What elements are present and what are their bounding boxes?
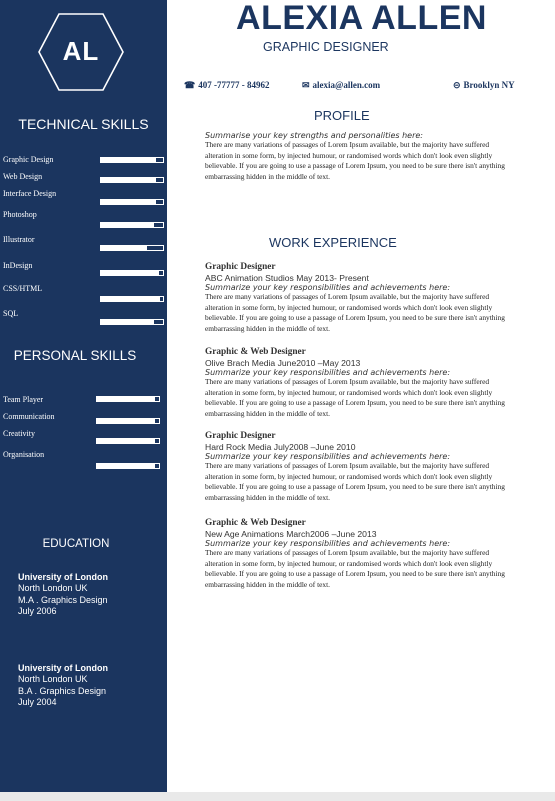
envelope-icon: ✉	[302, 80, 310, 90]
initials: AL	[62, 36, 100, 66]
job-company: Hard Rock Media July2008 –June 2010	[205, 442, 356, 452]
skill-bar-fill	[101, 320, 154, 324]
job-prompt: Summarize your key responsibilities and achievements here:	[205, 368, 451, 377]
job-company: New Age Animations March2006 –June 2013	[205, 529, 377, 539]
skill-bar	[100, 245, 164, 251]
skill-bar	[96, 396, 160, 402]
profile-text: There are many variations of passages of Lorem Ipsum available, but the majority have suffered alteration in some form, by injected humour, or randomised words which don't look even slightly believable. If you are going to use a passage of Lorem Ipsum, you need to be sure there isn't anything embarrassing hidden in the middle of text.	[205, 140, 505, 181]
job-text: There are many variations of passages of Lorem Ipsum available, but the majority have suffered alteration in some form, by injected humour, or randomised words which don't look even slightly believable. If you are going to use a passage of Lorem Ipsum, you need to be sure there isn't anything embarrassing hidden in the middle of text.	[205, 377, 505, 418]
education-location: North London UK	[18, 674, 88, 685]
contact-location	[453, 80, 515, 91]
skill-bar-fill	[97, 439, 155, 443]
full-name: ALEXIA ALLEN	[236, 0, 487, 37]
skill-label: Interface Design	[3, 189, 57, 198]
location-text: Brooklyn NY	[463, 80, 515, 90]
job-title: Graphic & Web Designer	[205, 347, 306, 357]
job-text: There are many variations of passages of Lorem Ipsum available, but the majority have suffered alteration in some form, by injected humour, or randomised words which don't look even slightly believable. If you are going to use a passage of Lorem Ipsum, you need to be sure there isn't anything embarrassing hidden in the middle of text.	[205, 548, 505, 589]
skill-bar-fill	[101, 297, 160, 301]
phone-icon: ☎	[184, 80, 196, 90]
link-icon: ⊝	[453, 80, 461, 90]
job-text: There are many variations of passages of Lorem Ipsum available, but the majority have suffered alteration in some form, by injected humour, or randomised words which don't look even slightly believable. If you are going to use a passage of Lorem Ipsum, you need to be sure there isn't anything embarrassing hidden in the middle of text.	[205, 292, 505, 333]
skill-label: Team Player	[3, 395, 44, 404]
job-prompt: Summarize your key responsibilities and achievements here:	[205, 539, 451, 548]
skill-bar	[96, 438, 160, 444]
education-entry	[18, 572, 108, 617]
skill-label: Communication	[3, 412, 55, 421]
job-role: GRAPHIC DESIGNER	[263, 40, 389, 54]
skill-bar	[100, 222, 164, 228]
job-entry	[205, 347, 505, 419]
sidebar	[0, 0, 167, 792]
education-location: North London UK	[18, 583, 88, 594]
skill-label: InDesign	[3, 261, 33, 270]
skill-bar	[100, 199, 164, 205]
job-text: There are many variations of passages of Lorem Ipsum available, but the majority have suffered alteration in some form, by injected humour, or randomised words which don't look even slightly believable. If you are going to use a passage of Lorem Ipsum, you need to be sure there isn't anything embarrassing hidden in the middle of text.	[205, 461, 505, 502]
personal-skills-heading: PERSONAL SKILLS	[13, 348, 137, 363]
skill-bar-fill	[97, 419, 155, 423]
education-degree: B.A . Graphics Design	[18, 685, 107, 696]
skill-bar	[100, 296, 164, 302]
skill-label: Web Design	[3, 172, 43, 181]
technical-skills-heading: TECHNICAL SKILLS	[18, 116, 149, 132]
job-company: ABC Animation Studios May 2013- Present	[205, 273, 369, 283]
bottom-strip	[0, 792, 555, 801]
skill-bar-fill	[97, 397, 155, 401]
contact-email	[302, 80, 380, 91]
education-degree: M.A . Graphics Design	[18, 594, 108, 605]
skill-bar-fill	[101, 223, 154, 227]
profile-section	[205, 131, 505, 182]
education-date: July 2004	[18, 696, 57, 707]
skill-bar-fill	[101, 158, 156, 162]
skill-label: Organisation	[3, 450, 45, 459]
skill-bar-fill	[101, 246, 147, 250]
job-title: Graphic Designer	[205, 262, 276, 272]
skill-label: Photoshop	[3, 210, 37, 219]
profile-heading: PROFILE	[314, 108, 370, 123]
job-entry	[205, 262, 505, 334]
job-entry	[205, 431, 505, 503]
skill-label: Graphic Design	[3, 155, 54, 164]
job-title: Graphic Designer	[205, 431, 276, 441]
skill-bar-fill	[101, 178, 156, 182]
contact-phone	[184, 80, 269, 91]
profile-prompt: Summarise your key strengths and personalities here:	[205, 131, 423, 140]
job-title: Graphic & Web Designer	[205, 518, 306, 528]
skill-bar	[100, 177, 164, 183]
skill-label: CSS/HTML	[3, 284, 43, 293]
skill-bar-fill	[97, 464, 155, 468]
job-company: Olive Brach Media June2010 –May 2013	[205, 358, 361, 368]
education-school: University of London	[18, 663, 108, 673]
job-entry	[205, 518, 505, 590]
skill-bar	[100, 319, 164, 325]
job-prompt: Summarize your key responsibilities and achievements here:	[205, 452, 451, 461]
education-entry	[18, 663, 108, 708]
skill-bar	[100, 270, 164, 276]
job-prompt: Summarize your key responsibilities and achievements here:	[205, 283, 451, 292]
skill-label: SQL	[3, 309, 19, 318]
work-experience-heading: WORK EXPERIENCE	[269, 235, 397, 250]
skill-label: Creativity	[3, 429, 35, 438]
skill-bar-fill	[101, 200, 156, 204]
phone-number: 407 -77777 - 84962	[198, 80, 270, 90]
skill-bar-fill	[101, 271, 159, 275]
skill-label: Illustrator	[3, 235, 35, 244]
education-school: University of London	[18, 572, 108, 582]
skill-bar	[96, 418, 160, 424]
skill-bar	[100, 157, 164, 163]
education-heading: EDUCATION	[42, 538, 110, 550]
skill-bar	[96, 463, 160, 469]
education-date: July 2006	[18, 605, 57, 616]
email-address[interactable]: alexia@allen.com	[312, 80, 381, 90]
